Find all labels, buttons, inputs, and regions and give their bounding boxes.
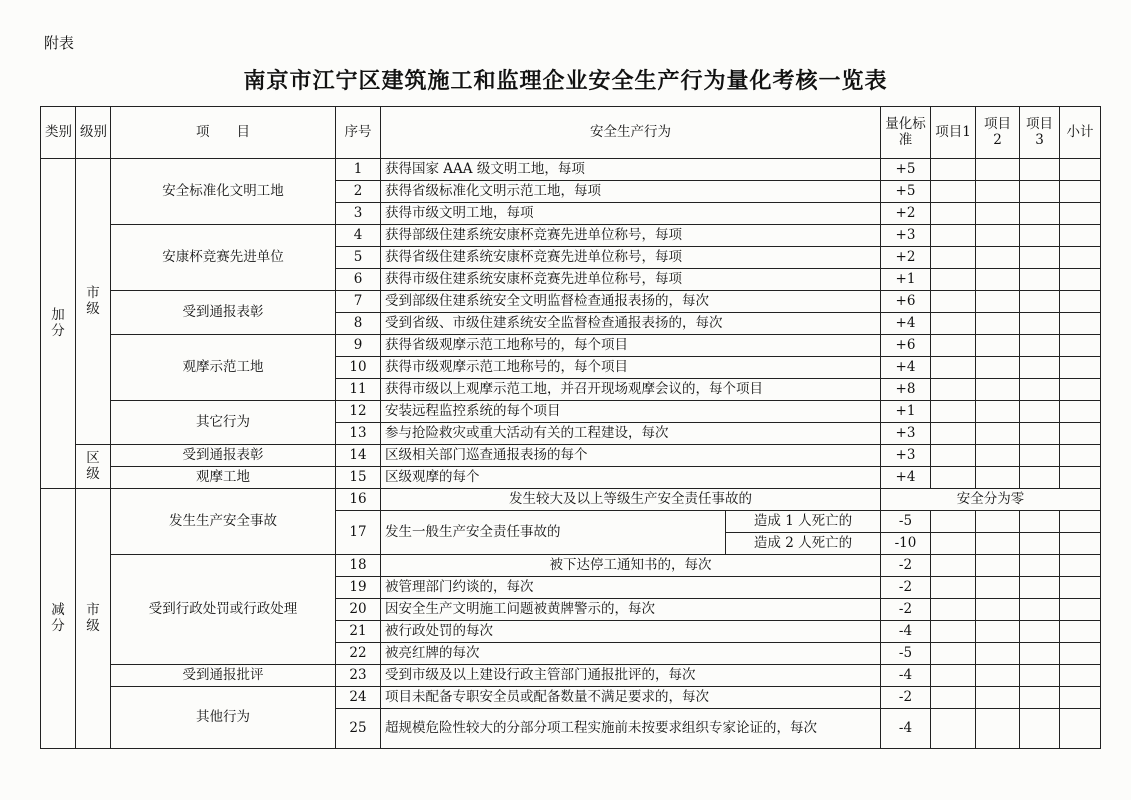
behavior-cell: 被行政处罚的每次 (381, 621, 881, 643)
subtotal-cell[interactable] (1060, 291, 1101, 313)
project3-cell[interactable] (1020, 269, 1060, 291)
project2-cell[interactable] (976, 291, 1020, 313)
group-label: 观摩示范工地 (111, 335, 336, 401)
score-cell: +3 (881, 225, 931, 247)
attachment-label: 附表 (44, 34, 75, 52)
subtotal-cell[interactable] (1060, 357, 1101, 379)
subtotal-cell[interactable] (1060, 643, 1101, 665)
subtotal-cell[interactable] (1060, 687, 1101, 709)
subtotal-cell[interactable] (1060, 313, 1101, 335)
project3-cell[interactable] (1020, 599, 1060, 621)
project2-cell[interactable] (976, 467, 1020, 489)
project3-cell[interactable] (1020, 159, 1060, 181)
project2-cell[interactable] (976, 423, 1020, 445)
table-row (41, 665, 1101, 687)
seq-cell: 3 (336, 203, 381, 225)
group-label: 安全标准化文明工地 (111, 159, 336, 225)
table-row (41, 291, 1101, 313)
table-row (41, 555, 1101, 577)
seq-cell: 18 (336, 555, 381, 577)
subtotal-cell[interactable] (1060, 159, 1101, 181)
project1-cell[interactable] (931, 159, 976, 181)
seq-cell: 17 (336, 511, 381, 555)
score-cell: +1 (881, 401, 931, 423)
project3-cell[interactable] (1020, 401, 1060, 423)
score-cell: +6 (881, 291, 931, 313)
seq-cell: 12 (336, 401, 381, 423)
score-cell: -5 (881, 643, 931, 665)
behavior-cell: 获得市级住建系统安康杯竞赛先进单位称号，每项 (381, 269, 881, 291)
subtotal-cell[interactable] (1060, 555, 1101, 577)
header-category: 类别 (41, 107, 76, 159)
project1-cell[interactable] (931, 445, 976, 467)
table-row (41, 159, 1101, 181)
group-label: 安康杯竞赛先进单位 (111, 225, 336, 291)
seq-cell: 22 (336, 643, 381, 665)
score-cell: +2 (881, 203, 931, 225)
project2-cell[interactable] (976, 555, 1020, 577)
subtotal-cell[interactable] (1060, 533, 1101, 555)
project1-cell[interactable] (931, 225, 976, 247)
project3-cell[interactable] (1020, 181, 1060, 203)
project1-cell[interactable] (931, 379, 976, 401)
project2-cell[interactable] (976, 445, 1020, 467)
project1-cell[interactable] (931, 533, 976, 555)
level-district: 区级 (76, 445, 111, 489)
group-label: 受到行政处罚或行政处理 (111, 555, 336, 665)
subtotal-cell[interactable] (1060, 423, 1101, 445)
group-label: 发生生产安全事故 (111, 489, 336, 555)
subtotal-cell[interactable] (1060, 269, 1101, 291)
subtotal-cell[interactable] (1060, 379, 1101, 401)
project1-cell[interactable] (931, 599, 976, 621)
header-item: 项 目 (111, 107, 336, 159)
score-cell: +1 (881, 269, 931, 291)
score-cell: -4 (881, 709, 931, 749)
project1-cell[interactable] (931, 511, 976, 533)
score-cell: -4 (881, 665, 931, 687)
project1-cell[interactable] (931, 687, 976, 709)
assessment-table (40, 106, 1101, 749)
seq-cell: 9 (336, 335, 381, 357)
table-row (41, 445, 1101, 467)
project2-cell[interactable] (976, 225, 1020, 247)
subtotal-cell[interactable] (1060, 445, 1101, 467)
project3-cell[interactable] (1020, 247, 1060, 269)
category-subtract: 减分 (41, 489, 76, 749)
project2-cell[interactable] (976, 621, 1020, 643)
seq-cell: 23 (336, 665, 381, 687)
project3-cell[interactable] (1020, 533, 1060, 555)
project3-cell[interactable] (1020, 445, 1060, 467)
project2-cell[interactable] (976, 181, 1020, 203)
table-row (41, 687, 1101, 709)
level-city-subtract: 市级 (76, 489, 111, 749)
behavior-cell: 被管理部门约谈的，每次 (381, 577, 881, 599)
behavior-cell: 参与抢险救灾或重大活动有关的工程建设，每次 (381, 423, 881, 445)
subtotal-cell[interactable] (1060, 401, 1101, 423)
project3-cell[interactable] (1020, 203, 1060, 225)
project3-cell[interactable] (1020, 555, 1060, 577)
score-cell: +5 (881, 159, 931, 181)
behavior-cell: 因安全生产文明施工问题被黄牌警示的，每次 (381, 599, 881, 621)
behavior-cell: 获得省级住建系统安康杯竞赛先进单位称号，每项 (381, 247, 881, 269)
project2-cell[interactable] (976, 247, 1020, 269)
project2-cell[interactable] (976, 577, 1020, 599)
subtotal-cell[interactable] (1060, 599, 1101, 621)
project3-cell[interactable] (1020, 687, 1060, 709)
project1-cell[interactable] (931, 467, 976, 489)
seq-cell: 2 (336, 181, 381, 203)
score-cell: +8 (881, 379, 931, 401)
score-cell: +3 (881, 445, 931, 467)
project3-cell[interactable] (1020, 357, 1060, 379)
seq-cell: 8 (336, 313, 381, 335)
group-label: 受到通报表彰 (111, 291, 336, 335)
seq-cell: 14 (336, 445, 381, 467)
behavior-cell: 超规模危险性较大的分部分项工程实施前未按要求组织专家论证的，每次 (381, 709, 881, 749)
project2-cell[interactable] (976, 379, 1020, 401)
group-label: 其他行为 (111, 687, 336, 749)
behavior-cell: 获得部级住建系统安康杯竞赛先进单位称号，每项 (381, 225, 881, 247)
table-row (41, 335, 1101, 357)
category-add: 加分 (41, 159, 76, 489)
project2-cell[interactable] (976, 401, 1020, 423)
header-behavior: 安全生产行为 (381, 107, 881, 159)
project3-cell[interactable] (1020, 225, 1060, 247)
project1-cell[interactable] (931, 269, 976, 291)
behavior-cell: 获得省级观摩示范工地称号的，每个项目 (381, 335, 881, 357)
score-cell: +3 (881, 423, 931, 445)
subtotal-cell[interactable] (1060, 709, 1101, 749)
score-cell: -2 (881, 599, 931, 621)
project3-cell[interactable] (1020, 467, 1060, 489)
behavior-cell: 被下达停工通知书的，每次 (381, 555, 881, 577)
document-title: 南京市江宁区建筑施工和监理企业安全生产行为量化考核一览表 (243, 69, 888, 94)
header-seq: 序号 (336, 107, 381, 159)
behavior-cell: 区级相关部门巡查通报表扬的每个 (381, 445, 881, 467)
subtotal-cell[interactable] (1060, 467, 1101, 489)
subtotal-cell[interactable] (1060, 621, 1101, 643)
behavior-cell: 区级观摩的每个 (381, 467, 881, 489)
score-cell: -5 (881, 511, 931, 533)
score-cell: -2 (881, 687, 931, 709)
subtotal-cell[interactable] (1060, 181, 1101, 203)
level-city-add: 市级 (76, 159, 111, 445)
project1-cell[interactable] (931, 555, 976, 577)
project3-cell[interactable] (1020, 379, 1060, 401)
project1-cell[interactable] (931, 313, 976, 335)
project1-cell[interactable] (931, 709, 976, 749)
score-cell: -4 (881, 621, 931, 643)
seq-cell: 10 (336, 357, 381, 379)
seq-cell: 6 (336, 269, 381, 291)
seq-cell: 24 (336, 687, 381, 709)
project1-cell[interactable] (931, 577, 976, 599)
subtotal-cell[interactable] (1060, 577, 1101, 599)
subtotal-cell[interactable] (1060, 665, 1101, 687)
behavior-cell: 获得省级标准化文明示范工地，每项 (381, 181, 881, 203)
subtotal-cell[interactable] (1060, 203, 1101, 225)
behavior-cell: 被亮红牌的每次 (381, 643, 881, 665)
behavior-sub-cell: 造成 2 人死亡的 (726, 533, 881, 555)
seq-cell: 21 (336, 621, 381, 643)
project3-cell[interactable] (1020, 313, 1060, 335)
header-project2: 项目2 (976, 107, 1020, 159)
score-cell: +2 (881, 247, 931, 269)
project3-cell[interactable] (1020, 709, 1060, 749)
project3-cell[interactable] (1020, 665, 1060, 687)
table-row (41, 489, 1101, 511)
seq-cell: 25 (336, 709, 381, 749)
project3-cell[interactable] (1020, 643, 1060, 665)
header-standard: 量化标准 (881, 107, 931, 159)
score-cell: -10 (881, 533, 931, 555)
subtotal-cell[interactable] (1060, 335, 1101, 357)
score-cell: -2 (881, 577, 931, 599)
project2-cell[interactable] (976, 335, 1020, 357)
project1-cell[interactable] (931, 423, 976, 445)
header-subtotal: 小计 (1060, 107, 1101, 159)
behavior-cell: 获得国家 AAA 级文明工地，每项 (381, 159, 881, 181)
project1-cell[interactable] (931, 643, 976, 665)
seq-cell: 4 (336, 225, 381, 247)
project2-cell[interactable] (976, 269, 1020, 291)
seq-cell: 15 (336, 467, 381, 489)
subtotal-cell[interactable] (1060, 247, 1101, 269)
project2-cell[interactable] (976, 159, 1020, 181)
project3-cell[interactable] (1020, 291, 1060, 313)
header-level: 级别 (76, 107, 111, 159)
project2-cell[interactable] (976, 533, 1020, 555)
project3-cell[interactable] (1020, 423, 1060, 445)
score-cell-zero: 安全分为零 (881, 489, 1101, 511)
behavior-cell: 受到部级住建系统安全文明监督检查通报表扬的，每次 (381, 291, 881, 313)
header-project3: 项目3 (1020, 107, 1060, 159)
seq-cell: 7 (336, 291, 381, 313)
behavior-cell: 获得市级观摩示范工地称号的，每个项目 (381, 357, 881, 379)
behavior-cell: 获得市级以上观摩示范工地，并召开现场观摩会议的，每个项目 (381, 379, 881, 401)
behavior-cell: 发生一般生产安全责任事故的 (381, 511, 726, 555)
score-cell: -2 (881, 555, 931, 577)
project1-cell[interactable] (931, 247, 976, 269)
project1-cell[interactable] (931, 357, 976, 379)
project2-cell[interactable] (976, 357, 1020, 379)
seq-cell: 16 (336, 489, 381, 511)
project1-cell[interactable] (931, 181, 976, 203)
project3-cell[interactable] (1020, 621, 1060, 643)
project2-cell[interactable] (976, 643, 1020, 665)
subtotal-cell[interactable] (1060, 511, 1101, 533)
project3-cell[interactable] (1020, 511, 1060, 533)
project2-cell[interactable] (976, 599, 1020, 621)
behavior-cell: 受到市级及以上建设行政主管部门通报批评的，每次 (381, 665, 881, 687)
group-label: 受到通报批评 (111, 665, 336, 687)
project2-cell[interactable] (976, 203, 1020, 225)
seq-cell: 11 (336, 379, 381, 401)
table-row (41, 401, 1101, 423)
project3-cell[interactable] (1020, 335, 1060, 357)
behavior-cell: 发生较大及以上等级生产安全责任事故的 (381, 489, 881, 511)
seq-cell: 19 (336, 577, 381, 599)
group-label: 受到通报表彰 (111, 445, 336, 467)
project1-cell[interactable] (931, 665, 976, 687)
score-cell: +6 (881, 335, 931, 357)
behavior-sub-cell: 造成 1 人死亡的 (726, 511, 881, 533)
header-project1: 项目1 (931, 107, 976, 159)
score-cell: +4 (881, 467, 931, 489)
project2-cell[interactable] (976, 665, 1020, 687)
project1-cell[interactable] (931, 401, 976, 423)
project2-cell[interactable] (976, 313, 1020, 335)
seq-cell: 5 (336, 247, 381, 269)
subtotal-cell[interactable] (1060, 225, 1101, 247)
behavior-cell: 受到省级、市级住建系统安全监督检查通报表扬的，每次 (381, 313, 881, 335)
table-header-row (41, 107, 1101, 159)
project2-cell[interactable] (976, 687, 1020, 709)
project1-cell[interactable] (931, 203, 976, 225)
behavior-cell: 获得市级文明工地，每项 (381, 203, 881, 225)
group-label: 观摩工地 (111, 467, 336, 489)
project3-cell[interactable] (1020, 577, 1060, 599)
project1-cell[interactable] (931, 621, 976, 643)
project1-cell[interactable] (931, 335, 976, 357)
seq-cell: 13 (336, 423, 381, 445)
project1-cell[interactable] (931, 291, 976, 313)
project2-cell[interactable] (976, 511, 1020, 533)
table-row (41, 225, 1101, 247)
project2-cell[interactable] (976, 709, 1020, 749)
table-row (41, 467, 1101, 489)
behavior-cell: 项目未配备专职安全员或配备数量不满足要求的，每次 (381, 687, 881, 709)
score-cell: +4 (881, 313, 931, 335)
group-label: 其它行为 (111, 401, 336, 445)
score-cell: +4 (881, 357, 931, 379)
score-cell: +5 (881, 181, 931, 203)
behavior-cell: 安装远程监控系统的每个项目 (381, 401, 881, 423)
seq-cell: 20 (336, 599, 381, 621)
seq-cell: 1 (336, 159, 381, 181)
